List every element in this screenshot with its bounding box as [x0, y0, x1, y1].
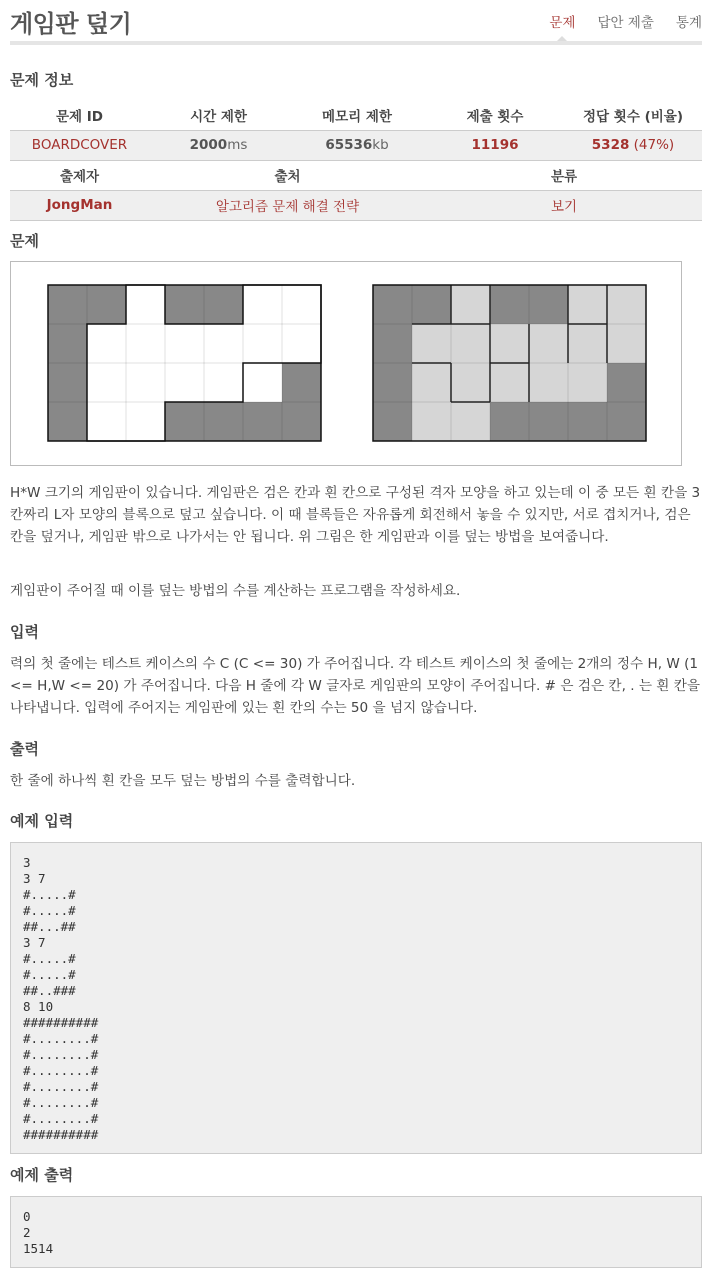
black-cell [282, 363, 321, 402]
sample-output-block[interactable]: 0 2 1514 [10, 1196, 702, 1268]
input-description: 력의 첫 줄에는 테스트 케이스의 수 C (C <= 30) 가 주어집니다. 각 테스트 케이스의 첫 줄에는 2개의 정수 H, W (1 <= H,W <= 20) 가 주어집니다. 다음 H 줄에 각 W 글자로 게임판의 모양이 주어집니다. # 은 검은 칸, . 는 흰 칸을 나타냅니다. 입력에 주어지는 게임판에 있는 흰 칸의 수는 50 을 넘지 않습니다. [10, 656, 701, 716]
black-cell [373, 324, 412, 363]
col-category: 분류 [426, 160, 702, 190]
covered-cell [529, 363, 568, 402]
input-heading: 입력 [10, 623, 39, 641]
covered-cell [490, 324, 529, 363]
covered-cell [412, 324, 451, 363]
sample-input-heading: 예제 입력 [10, 812, 74, 830]
time-limit-number: 2000 [189, 137, 228, 153]
black-cell [373, 363, 412, 402]
page-title: 게임판 덮기 [10, 10, 132, 38]
tab-stats[interactable]: 통계 [675, 15, 702, 31]
black-cell [607, 363, 646, 402]
sample-input-block[interactable]: 3 3 7 #.....# #.....# ##...## 3 7 #.....# #.....# ##..### 8 10 ########## #........# #........# #........# #........# #........# #........# ########## [10, 842, 702, 1154]
accepted-value [564, 130, 702, 160]
covered-cell [451, 402, 490, 441]
col-problem-id: 문제 ID [10, 100, 149, 130]
covered-cell [529, 324, 568, 363]
covered-cell [607, 324, 646, 363]
black-cell [373, 402, 412, 441]
col-author: 출제자 [10, 160, 149, 190]
col-submissions: 제출 횟수 [426, 100, 564, 130]
black-cell [48, 285, 87, 324]
black-cell [48, 402, 87, 441]
problem-id-link[interactable]: BOARDCOVER [10, 130, 149, 160]
white-cell [243, 285, 282, 324]
meta-header-row [10, 160, 702, 190]
black-cell [568, 402, 607, 441]
white-cell [282, 285, 321, 324]
black-cell [243, 402, 282, 441]
accepted-number: 5328 [591, 137, 630, 153]
board-illustration [11, 262, 681, 465]
covered-cell [568, 285, 607, 324]
info-value-row [10, 130, 702, 160]
covered-cell [490, 363, 529, 402]
white-cell [243, 324, 282, 363]
covered-cell [451, 324, 490, 363]
black-cell [87, 285, 126, 324]
black-cell [412, 285, 451, 324]
black-cell [490, 285, 529, 324]
covered-cell [451, 285, 490, 324]
white-cell [282, 324, 321, 363]
covered-cell [412, 402, 451, 441]
col-accepted: 정답 횟수 (비율) [564, 100, 702, 130]
category-link[interactable]: 보기 [426, 190, 702, 220]
white-cell [87, 402, 126, 441]
info-heading: 문제 정보 [10, 71, 74, 89]
problem-description: H*W 크기의 게임판이 있습니다. 게임판은 검은 칸과 흰 칸으로 구성된 격자 모양을 하고 있는데 이 중 모든 흰 칸을 3칸짜리 L자 모양의 블록으로 덮고 싶습니다. 이 때 블록들은 자유롭게 회전해서 놓을 수 있지만, 서로 겹치거나, 검은 칸을 덮거나, 게임판 밖으로 나가서는 안 됩니다. 위 그림은 한 게임판과 이를 덮는 방법을 보여줍니다. [10, 485, 701, 545]
problem-figure [10, 261, 682, 466]
black-cell [48, 324, 87, 363]
author-link[interactable]: JongMan [10, 190, 149, 220]
covered-cell [412, 363, 451, 402]
header-divider [10, 41, 702, 45]
white-cell [126, 324, 165, 363]
problem-nav [527, 11, 702, 31]
black-cell [282, 402, 321, 441]
black-cell [204, 402, 243, 441]
submissions-value: 11196 [426, 130, 564, 160]
black-cell [48, 363, 87, 402]
problem-info-table [10, 100, 702, 161]
black-cell [529, 402, 568, 441]
black-cell [165, 402, 204, 441]
covered-cell [568, 324, 607, 363]
white-cell [165, 324, 204, 363]
black-cell [165, 285, 204, 324]
white-cell [87, 324, 126, 363]
memory-limit-number: 65536 [325, 137, 373, 153]
problem-task: 게임판이 주어질 때 이를 덮는 방법의 수를 계산하는 프로그램을 작성하세요. [10, 583, 461, 599]
source-link[interactable]: 알고리즘 문제 해결 전략 [149, 190, 426, 220]
accepted-ratio: (47%) [633, 137, 675, 153]
memory-limit-value [288, 130, 426, 160]
white-cell [87, 363, 126, 402]
col-source: 출처 [149, 160, 426, 190]
white-cell [126, 285, 165, 324]
black-cell [529, 285, 568, 324]
black-cell [373, 285, 412, 324]
board-covered [373, 285, 646, 441]
memory-limit-unit: kb [372, 137, 389, 153]
board-uncovered [48, 285, 321, 441]
white-cell [243, 363, 282, 402]
white-cell [165, 363, 204, 402]
problem-meta-table [10, 160, 702, 221]
tab-problem[interactable]: 문제 [549, 11, 575, 31]
output-description: 한 줄에 하나씩 흰 칸을 모두 덮는 방법의 수를 출력합니다. [10, 773, 356, 789]
white-cell [204, 324, 243, 363]
covered-cell [568, 363, 607, 402]
meta-value-row [10, 190, 702, 220]
tab-submit[interactable]: 답안 제출 [597, 15, 654, 31]
white-cell [126, 363, 165, 402]
black-cell [490, 402, 529, 441]
col-memory-limit: 메모리 제한 [288, 100, 426, 130]
time-limit-value [149, 130, 288, 160]
covered-cell [607, 285, 646, 324]
info-header-row [10, 100, 702, 130]
col-time-limit: 시간 제한 [149, 100, 288, 130]
white-cell [204, 363, 243, 402]
sample-output-heading: 예제 출력 [10, 1166, 74, 1184]
covered-cell [451, 363, 490, 402]
black-cell [204, 285, 243, 324]
problem-heading: 문제 [10, 232, 39, 250]
time-limit-unit: ms [227, 137, 248, 153]
black-cell [607, 402, 646, 441]
white-cell [126, 402, 165, 441]
output-heading: 출력 [10, 740, 39, 758]
